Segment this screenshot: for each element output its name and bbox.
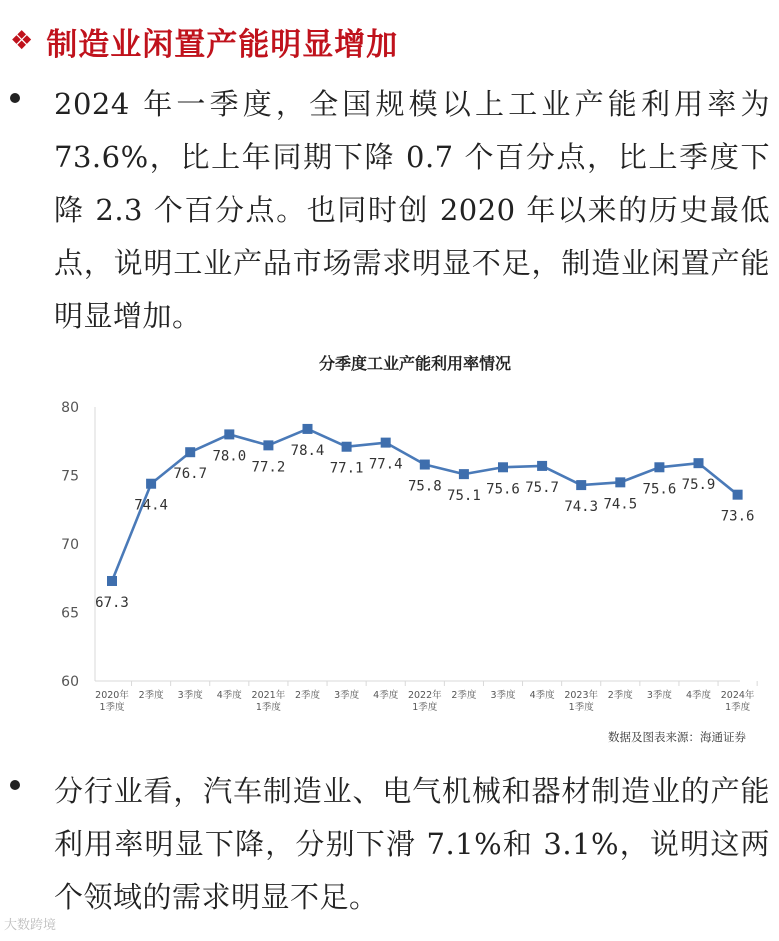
y-tick-label: 80 [61,400,79,416]
x-tick-label-line: 3季度 [646,690,672,701]
x-tick-label [139,689,165,701]
data-label: 75.6 [486,481,520,498]
x-tick-label-line: 1季度 [725,702,751,713]
x-tick-label-line: 2022年 [407,690,442,701]
data-label: 74.4 [134,497,168,514]
x-tick-label [490,689,516,701]
data-point-marker [420,460,430,470]
data-label: 74.3 [564,499,599,516]
paragraph-text-2: 分行业看，汽车制造业、电气机械和器材制造业的产能利用率明显下降，分别下滑 7.1%和 3.1%，说明这两个领域的需求明显不足。 [54,774,770,914]
data-point-marker [615,477,625,487]
x-tick-label [647,689,673,701]
data-point-marker [185,447,195,457]
data-point-marker [654,462,664,472]
chart-title: 分季度工业产能利用率情况 [318,354,512,373]
data-label: 77.1 [329,460,364,477]
x-tick-label-line: 1季度 [412,702,438,713]
data-point-marker [733,490,743,500]
capacity-utilization-chart [40,345,760,755]
x-tick-label-line: 3季度 [490,690,516,701]
data-label: 78.0 [212,448,247,465]
x-tick-label [178,689,204,701]
bullet-dot-icon [10,93,20,103]
y-tick-label: 70 [61,537,79,553]
data-label: 78.4 [290,442,325,459]
y-tick-label: 65 [61,605,79,622]
x-tick-label-line: 2季度 [607,690,633,701]
x-tick-label [373,689,399,701]
data-point-marker [498,462,508,472]
data-point-marker [303,424,313,434]
diamond-bullet-icon: ❖ [10,26,35,56]
series-line [112,429,738,581]
x-tick-label-line: 3季度 [334,690,360,701]
data-label: 73.6 [720,508,755,525]
data-point-marker [694,458,704,468]
source-note: 数据及图表来源：海通证券 [608,730,746,744]
x-tick-label-line: 2季度 [138,690,164,701]
data-point-marker [459,469,469,479]
data-point-marker [342,442,352,452]
x-tick-label-line: 4季度 [216,690,242,701]
watermark-text: 大数跨境 [4,918,57,933]
x-tick-label [721,689,755,713]
x-tick-label-line: 1季度 [568,702,594,713]
data-label: 75.1 [447,488,481,505]
bullet-dot-icon [10,780,20,790]
bullet-paragraph-1 [10,78,770,343]
x-tick-label [608,689,634,701]
data-label: 74.5 [603,496,638,513]
x-tick-label-line: 4季度 [373,690,399,701]
y-tick-label: 75 [61,468,79,485]
data-label: 75.8 [407,478,442,495]
x-tick-label [530,689,556,701]
x-tick-label-line: 2季度 [451,690,477,701]
x-tick-label [295,689,321,701]
x-tick-label [334,689,360,701]
paragraph-text-1: 2024 年一季度，全国规模以上工业产能利用率为73.6%，比上年同期下降 0.7 个百分点，比上季度下降 2.3 个百分点。也同时创 2020 年以来的历史最低点，说明工业产品市场需求明显不足，制造业闲置产能明显增加。 [54,87,770,333]
data-point-marker [146,479,156,489]
x-tick-label-line: 2024年 [720,690,755,701]
data-point-marker [263,440,273,450]
data-label: 67.3 [95,594,129,611]
x-tick-label-line: 2020年 [95,690,129,701]
x-tick-label [408,689,442,713]
data-label: 77.2 [251,459,286,476]
x-tick-label [95,689,129,713]
data-label: 77.4 [368,456,403,473]
x-tick-label-line: 1季度 [255,702,281,713]
x-tick-label [451,689,477,701]
data-point-marker [576,480,586,490]
watermark-logo [4,914,56,933]
data-point-marker [107,576,117,586]
data-label: 75.9 [681,477,716,494]
section-heading [10,18,398,64]
x-tick-label-line: 2季度 [294,690,321,701]
x-tick-label-line: 2021年 [251,690,286,701]
x-tick-label [217,689,243,701]
section-heading-text: 制造业闲置产能明显增加 [46,26,399,63]
bullet-paragraph-2 [10,765,770,924]
data-label: 75.6 [642,481,677,498]
series-capacity-utilization [95,424,754,611]
x-tick-label-line: 4季度 [529,690,555,701]
data-point-marker [381,438,391,448]
data-point-marker [537,461,547,471]
y-tick-label: 60 [61,674,79,690]
x-tick-label [686,689,712,701]
x-tick-label [252,689,286,713]
x-tick-label-line: 3季度 [177,690,203,701]
x-tick-label [564,689,598,713]
x-axis [95,681,757,713]
x-tick-label-line: 4季度 [685,690,712,701]
data-label: 75.7 [525,479,559,496]
x-tick-label-line: 2023年 [564,690,599,701]
data-point-marker [224,429,234,439]
chart-svg [40,345,760,755]
y-axis [61,400,95,690]
x-tick-label-line: 1季度 [99,702,125,713]
data-label: 76.7 [173,466,208,483]
